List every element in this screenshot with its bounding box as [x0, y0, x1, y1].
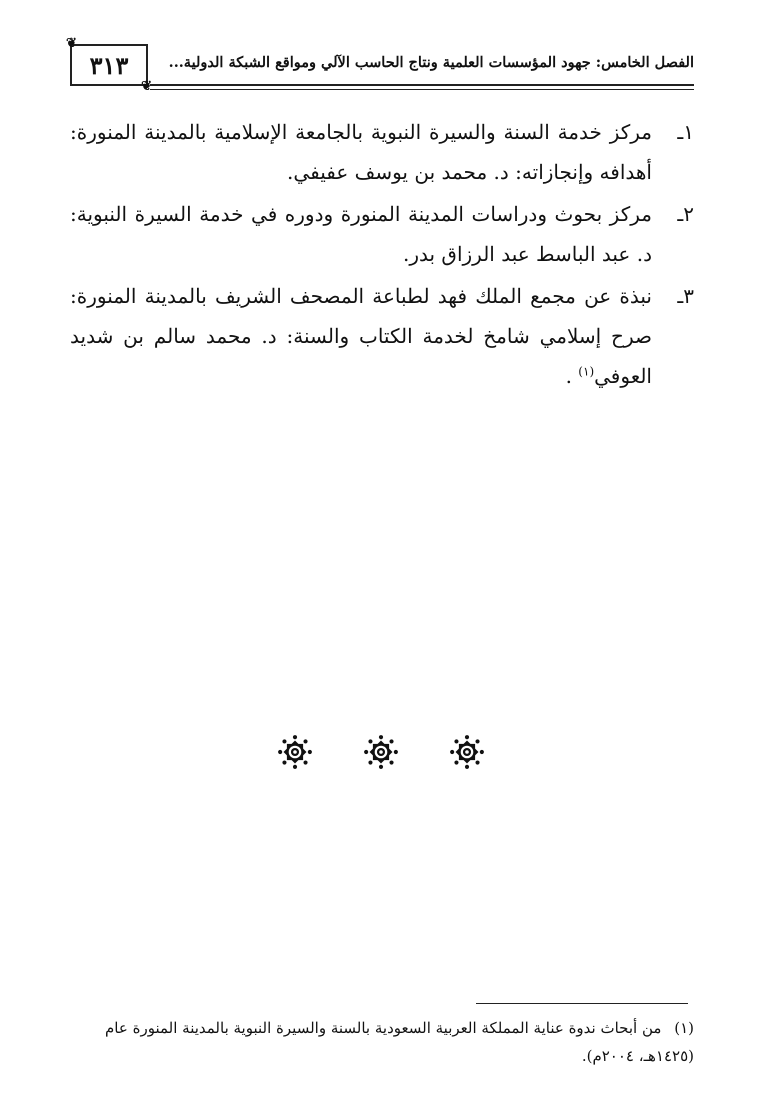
eight-point-star-icon: [449, 734, 485, 770]
footnote-separator: [476, 1003, 688, 1004]
footnote-text: من أبحاث ندوة عناية المملكة العربية السعودية بالسنة والسيرة النبوية بالمدينة المنورة عام (١٤٢٥هـ، ٢٠٠٤م).: [105, 1019, 694, 1065]
item-text: مركز خدمة السنة والسيرة النبوية بالجامعة الإسلامية بالمدينة المنورة: أهدافه وإنجازاته: د. محمد بن يوسف عفيفي.: [70, 120, 652, 184]
item-text: نبذة عن مجمع الملك فهد لطباعة المصحف الشريف بالمدينة المنورة: صرح إسلامي شامخ لخدمة الكتاب والسنة: د. محمد سالم بن شديد العوفي: [70, 284, 652, 388]
item-number: ٢ـ: [677, 202, 694, 226]
header-rule-thin: [150, 89, 694, 90]
header-rule: [150, 84, 694, 86]
item-number: ٣ـ: [677, 284, 694, 308]
page-number-box: [66, 36, 152, 94]
list-item: [70, 112, 694, 192]
item-text: مركز بحوث ودراسات المدينة المنورة ودوره في خدمة السيرة النبوية: د. عبد الباسط عبد الرزاق بدر.: [70, 202, 652, 266]
reference-list: [70, 112, 694, 398]
running-title: الفصل الخامس: جهود المؤسسات العلمية ونتاج الحاسب الآلي ومواقع الشبكة الدولية...: [168, 54, 694, 71]
footnote-number: (١): [674, 1019, 694, 1037]
page-header: [66, 36, 694, 94]
section-divider-ornaments: [0, 734, 762, 770]
list-item: [70, 276, 694, 396]
page-number: ٣١٣: [89, 50, 129, 80]
item-text-wrapper: [70, 276, 652, 396]
item-text-end: .: [565, 364, 579, 388]
corner-flourish-icon: ❦: [141, 79, 152, 94]
eight-point-star-icon: [277, 734, 313, 770]
item-number: ١ـ: [677, 120, 694, 144]
eight-point-star-icon: [363, 734, 399, 770]
footnote: [74, 1014, 694, 1070]
list-item: [70, 194, 694, 274]
corner-flourish-icon: ❦: [66, 36, 77, 51]
footnote-reference[interactable]: (١): [578, 364, 595, 379]
